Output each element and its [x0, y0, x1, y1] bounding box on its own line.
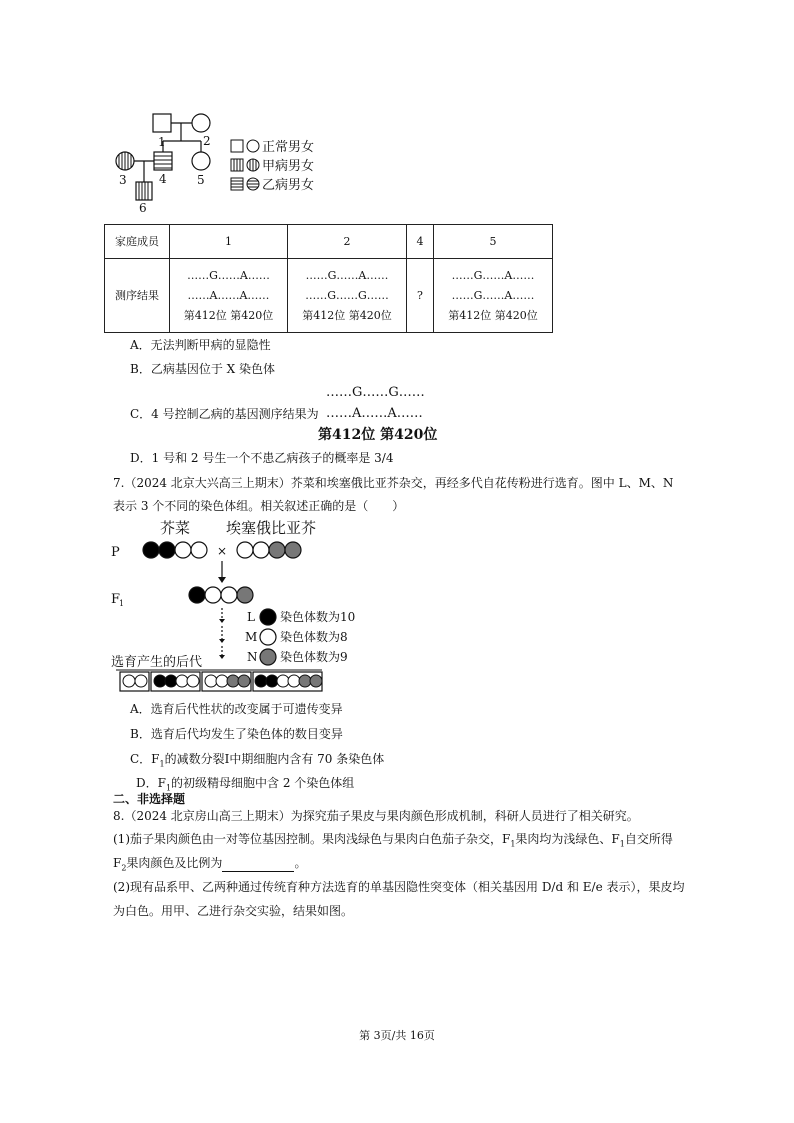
header-member: 家庭成员 [105, 225, 170, 259]
legend-text-l: 染色体数为10 [280, 610, 356, 624]
label-p: P [111, 545, 120, 560]
legend-text-n: 染色体数为9 [280, 650, 348, 664]
q6-c-positions: 第412位 第420位 [318, 427, 438, 443]
legend-jia: 甲病男女 [262, 159, 315, 174]
section-heading: 二、非选择题 [113, 792, 186, 806]
cell-4: ? [407, 259, 434, 333]
q8-part1-line2: $F_2$果肉颜色及比例为 。 [113, 856, 307, 873]
legend-normal: 正常男女 [262, 140, 315, 155]
cell-2: ……G……A…… ……G……G…… 第412位 第420位 [288, 259, 407, 333]
q8-stem: 8.（2024 北京房山高三上期末）为探究茄子果皮与果肉颜色形成机制，科研人员进行了相关研究。 [113, 809, 639, 823]
q6-option-c: C．4 号控制乙病的基因测序结果为 [130, 407, 319, 421]
label-6: 6 [139, 201, 147, 215]
q6-option-d: D．1 号和 2 号生一个不患乙病孩子的概率是 3/4 [130, 451, 394, 465]
label-offspring: 选育产生的后代 [111, 655, 203, 670]
label-2: 2 [203, 134, 211, 148]
q7-option-c: C．$F_1$的减数分裂Ⅰ中期细胞内含有 70 条染色体 [130, 752, 385, 769]
legend-letter-n: N [247, 650, 258, 664]
cross-symbol: × [217, 544, 228, 558]
cell-1: ……G……A…… ……A……A…… 第412位 第420位 [170, 259, 288, 333]
legend-text-m: 染色体数为8 [280, 630, 348, 644]
header-5: 5 [434, 225, 553, 259]
legend-letter-l: L [247, 610, 255, 624]
legend-yi: 乙病男女 [262, 178, 315, 193]
q8-part2-line2: 为白色。用甲、乙进行杂交实验，结果如图。 [113, 904, 354, 918]
q8-part1-line1: (1)茄子果肉颜色由一对等位基因控制。果肉浅绿色与果肉白色茄子杂交，$F_1$果肉均为浅绿色、$F_1$自交所得 [113, 832, 673, 849]
page-footer: 第 3页/共 16页 [359, 1029, 435, 1042]
pedigree-diagram [108, 108, 348, 216]
label-5: 5 [197, 173, 205, 187]
label-3: 3 [119, 173, 127, 187]
label-ethiopian: 埃塞俄比亚芥 [226, 519, 317, 537]
cell-5: ……G……A…… ……G……A…… 第412位 第420位 [434, 259, 553, 333]
row-label: 测序结果 [105, 259, 170, 333]
label-mustard: 芥菜 [160, 519, 191, 537]
individual-4 [154, 152, 172, 170]
q6-option-a: A．无法判断甲病的显隐性 [130, 338, 271, 352]
legend-letter-m: M [245, 630, 258, 644]
individual-3 [116, 152, 134, 170]
q8-part2-line1: (2)现有品系甲、乙两种通过传统育种方法选育的单基因隐性突变体（相关基因用 D/d 和 E/e 表示），果皮均 [113, 880, 685, 894]
individual-2 [192, 114, 210, 132]
label-f1-sub: 1 [119, 599, 125, 608]
q7-option-a: A．选育后代性状的改变属于可遗传变异 [130, 702, 343, 716]
q7-option-b: B．选育后代均发生了染色体的数目变异 [130, 727, 343, 741]
sequencing-table [104, 224, 553, 333]
header-2: 2 [288, 225, 407, 259]
label-4: 4 [159, 172, 167, 186]
q7-stem-line2: 表示 3 个不同的染色体组。相关叙述正确的是（ ） [113, 499, 405, 513]
q6-c-seq2: ……A……A…… [326, 406, 423, 421]
q6-c-seq1: ……G……G…… [326, 385, 425, 400]
header-4: 4 [407, 225, 434, 259]
answer-blank[interactable] [222, 859, 294, 872]
header-1: 1 [170, 225, 288, 259]
q7-option-d: D．$F_1$的初级精母细胞中含 2 个染色体组 [136, 776, 355, 793]
individual-1 [153, 114, 171, 132]
q6-option-b: B．乙病基因位于 X 染色体 [130, 362, 275, 376]
label-f1: F [111, 592, 121, 607]
individual-6 [136, 182, 152, 200]
label-1: 1 [158, 135, 166, 149]
q7-stem-line1: 7.（2024 北京大兴高三上期末）芥菜和埃塞俄比亚芥杂交，再经多代自花传粉进行选育。图中 L、M、N [113, 476, 674, 490]
individual-5 [192, 152, 210, 170]
q7-diagram [108, 515, 358, 695]
